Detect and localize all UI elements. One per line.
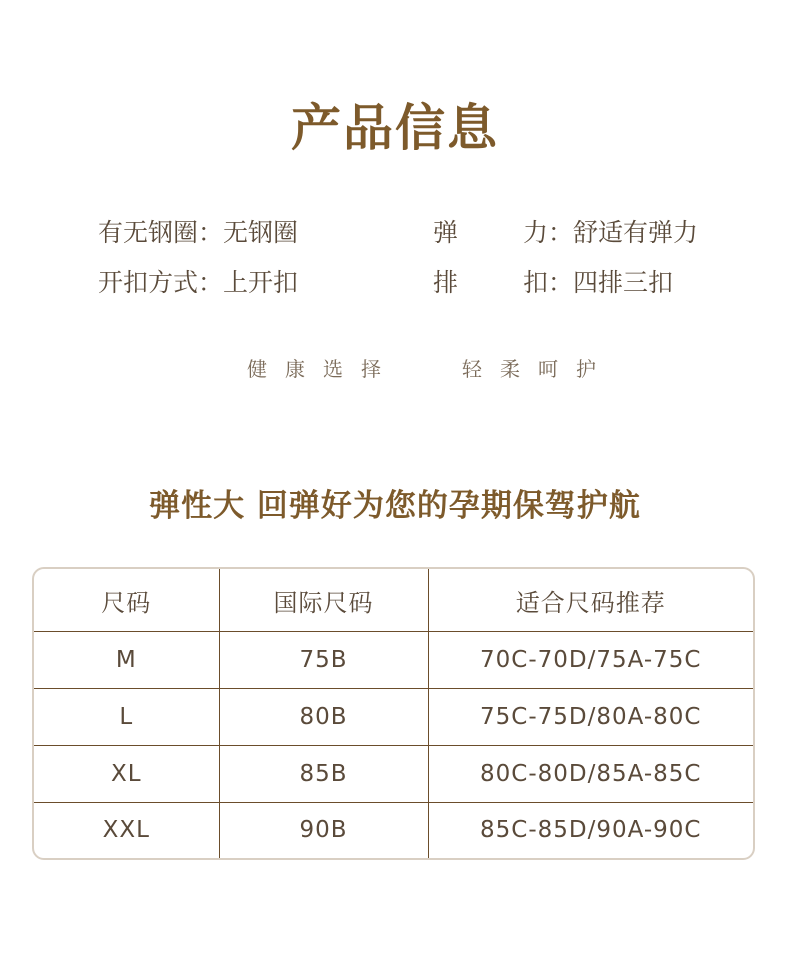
cell-size: XXL bbox=[34, 802, 219, 858]
hooks-value: 四排三扣 bbox=[572, 268, 673, 297]
wire-value: 无钢圈 bbox=[223, 218, 299, 247]
table-row bbox=[34, 745, 753, 802]
header-size: 尺码 bbox=[34, 569, 219, 632]
cell-size: XL bbox=[34, 745, 219, 802]
table-row bbox=[34, 688, 753, 745]
cell-recommended: 85C-85D/90A-90C bbox=[428, 802, 753, 858]
section-subtitle: 弹性大 回弹好为您的孕期保驾护航 bbox=[149, 488, 641, 524]
cell-recommended: 75C-75D/80A-80C bbox=[428, 688, 753, 745]
elastic-label-a: 弹 bbox=[433, 218, 459, 247]
opening-label: 开扣方式： bbox=[98, 268, 224, 297]
info-wire-row bbox=[98, 213, 298, 249]
cell-size: L bbox=[34, 688, 219, 745]
cell-intl-size: 80B bbox=[219, 688, 428, 745]
info-opening-row bbox=[98, 263, 298, 299]
wire-label: 有无钢圈： bbox=[98, 218, 224, 247]
cell-recommended: 70C-70D/75A-75C bbox=[428, 632, 753, 689]
page-title: 产品信息 bbox=[291, 99, 499, 157]
cell-intl-size: 85B bbox=[219, 745, 428, 802]
elastic-label-b: 力： bbox=[522, 218, 573, 247]
table-header-row bbox=[34, 569, 753, 632]
cell-size: M bbox=[34, 632, 219, 689]
cell-intl-size: 75B bbox=[219, 632, 428, 689]
size-table bbox=[32, 567, 755, 860]
header-recommended: 适合尺码推荐 bbox=[428, 569, 753, 632]
info-hooks-row bbox=[433, 263, 673, 299]
hooks-label-b: 扣： bbox=[522, 268, 573, 297]
table-row bbox=[34, 802, 753, 858]
tagline-healthy: 健康选择 bbox=[247, 357, 399, 381]
elastic-value: 舒适有弹力 bbox=[572, 218, 698, 247]
cell-recommended: 80C-80D/85A-85C bbox=[428, 745, 753, 802]
hooks-label-a: 排 bbox=[433, 268, 459, 297]
tagline-gentle: 轻柔呵护 bbox=[462, 357, 614, 381]
cell-intl-size: 90B bbox=[219, 802, 428, 858]
opening-value: 上开扣 bbox=[223, 268, 299, 297]
info-elastic-row bbox=[433, 213, 698, 249]
table-row bbox=[34, 632, 753, 689]
header-intl-size: 国际尺码 bbox=[219, 569, 428, 632]
